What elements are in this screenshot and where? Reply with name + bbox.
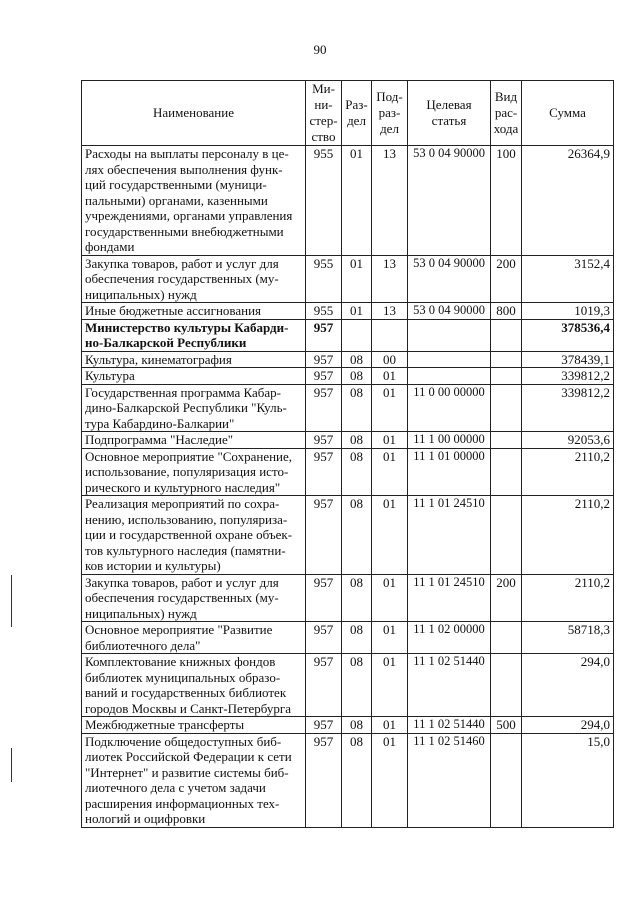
row-section: 08 bbox=[342, 654, 372, 717]
row-sum: 15,0 bbox=[522, 733, 614, 827]
row-name: Иные бюджетные ассигнования bbox=[82, 303, 306, 320]
row-target: 53 0 04 90000 bbox=[408, 255, 491, 303]
row-section: 08 bbox=[342, 733, 372, 827]
row-target: 11 1 00 00000 bbox=[408, 432, 491, 449]
row-subsection: 01 bbox=[372, 368, 408, 385]
row-section: 01 bbox=[342, 255, 372, 303]
row-sum: 3152,4 bbox=[522, 255, 614, 303]
row-subsection: 01 bbox=[372, 733, 408, 827]
header-ministry: Ми- ни- стер- ство bbox=[306, 81, 342, 146]
row-name: Культура, кинематография bbox=[82, 351, 306, 368]
row-expense-type bbox=[491, 448, 522, 496]
row-subsection: 01 bbox=[372, 654, 408, 717]
row-section: 08 bbox=[342, 496, 372, 575]
row-target: 11 0 00 00000 bbox=[408, 384, 491, 432]
row-expense-type: 800 bbox=[491, 303, 522, 320]
row-expense-type: 200 bbox=[491, 574, 522, 622]
row-target: 11 1 01 24510 bbox=[408, 574, 491, 622]
row-sum: 26364,9 bbox=[522, 146, 614, 256]
table-row bbox=[82, 654, 614, 717]
row-name: Министерство культуры Кабарди- но-Балкарской Республики bbox=[82, 319, 306, 351]
row-name: Государственная программа Кабар- дино-Балкарской Республики "Куль- тура Кабардино-Балкарии" bbox=[82, 384, 306, 432]
row-sum: 339812,2 bbox=[522, 368, 614, 385]
row-section: 01 bbox=[342, 146, 372, 256]
table-row bbox=[82, 368, 614, 385]
row-ministry: 957 bbox=[306, 574, 342, 622]
row-section: 08 bbox=[342, 574, 372, 622]
row-expense-type bbox=[491, 351, 522, 368]
row-subsection: 13 bbox=[372, 303, 408, 320]
row-section: 08 bbox=[342, 717, 372, 734]
row-expense-type bbox=[491, 319, 522, 351]
row-name: Закупка товаров, работ и услуг для обеспечения государственных (му- ниципальных) нужд bbox=[82, 255, 306, 303]
row-expense-type: 200 bbox=[491, 255, 522, 303]
table-row bbox=[82, 448, 614, 496]
header-sum: Сумма bbox=[522, 81, 614, 146]
row-subsection: 13 bbox=[372, 146, 408, 256]
row-expense-type: 500 bbox=[491, 717, 522, 734]
row-subsection: 01 bbox=[372, 622, 408, 654]
row-name: Основное мероприятие "Сохранение, использование, популяризация исто- рического и культурного наследия" bbox=[82, 448, 306, 496]
table-row bbox=[82, 146, 614, 256]
row-expense-type bbox=[491, 496, 522, 575]
row-ministry: 955 bbox=[306, 303, 342, 320]
row-name: Реализация мероприятий по сохра- нению, использованию, популяриза- ции и государственной охране объек- тов культурного наследия (памятни- ков истории и культуры) bbox=[82, 496, 306, 575]
row-expense-type bbox=[491, 654, 522, 717]
table-header-row bbox=[82, 81, 614, 146]
row-target: 53 0 04 90000 bbox=[408, 303, 491, 320]
row-ministry: 957 bbox=[306, 733, 342, 827]
row-ministry: 957 bbox=[306, 432, 342, 449]
table-row bbox=[82, 255, 614, 303]
row-expense-type bbox=[491, 384, 522, 432]
header-subsection: Под- раз- дел bbox=[372, 81, 408, 146]
header-target: Целевая статья bbox=[408, 81, 491, 146]
row-sum: 2110,2 bbox=[522, 574, 614, 622]
row-expense-type bbox=[491, 733, 522, 827]
row-sum: 58718,3 bbox=[522, 622, 614, 654]
header-name: Наименование bbox=[82, 81, 306, 146]
row-sum: 2110,2 bbox=[522, 496, 614, 575]
row-ministry: 957 bbox=[306, 622, 342, 654]
row-ministry: 957 bbox=[306, 448, 342, 496]
page-number: 90 bbox=[313, 42, 327, 57]
row-ministry: 955 bbox=[306, 255, 342, 303]
row-ministry: 957 bbox=[306, 384, 342, 432]
row-section bbox=[342, 319, 372, 351]
row-ministry: 957 bbox=[306, 717, 342, 734]
row-section: 08 bbox=[342, 351, 372, 368]
row-subsection: 01 bbox=[372, 574, 408, 622]
row-target: 11 1 01 00000 bbox=[408, 448, 491, 496]
row-section: 08 bbox=[342, 368, 372, 385]
row-ministry: 957 bbox=[306, 351, 342, 368]
row-target: 11 1 02 51440 bbox=[408, 717, 491, 734]
row-section: 08 bbox=[342, 448, 372, 496]
table-row bbox=[82, 351, 614, 368]
row-name: Межбюджетные трансферты bbox=[82, 717, 306, 734]
row-sum: 2110,2 bbox=[522, 448, 614, 496]
table-row bbox=[82, 384, 614, 432]
row-expense-type bbox=[491, 432, 522, 449]
margin-mark bbox=[11, 748, 12, 782]
row-sum: 294,0 bbox=[522, 717, 614, 734]
row-sum: 92053,6 bbox=[522, 432, 614, 449]
row-section: 01 bbox=[342, 303, 372, 320]
table-row bbox=[82, 622, 614, 654]
row-section: 08 bbox=[342, 384, 372, 432]
row-subsection: 01 bbox=[372, 496, 408, 575]
row-name: Подпрограмма "Наследие" bbox=[82, 432, 306, 449]
row-name: Расходы на выплаты персоналу в це- лях обеспечения выполнения функ- ций государственными (муници- пальными) органами, казенными учреждениями, органами управления государственными внебюджетными фондами bbox=[82, 146, 306, 256]
header-section: Раз- дел bbox=[342, 81, 372, 146]
row-name: Комплектование книжных фондов библиотек муниципальных образо- ваний и государственных библиотек городов Москвы и Санкт-Петербурга bbox=[82, 654, 306, 717]
row-subsection bbox=[372, 319, 408, 351]
row-section: 08 bbox=[342, 622, 372, 654]
row-target: 11 1 02 00000 bbox=[408, 622, 491, 654]
row-target: 53 0 04 90000 bbox=[408, 146, 491, 256]
row-subsection: 01 bbox=[372, 717, 408, 734]
margin-mark bbox=[11, 575, 12, 627]
row-subsection: 01 bbox=[372, 448, 408, 496]
row-name: Культура bbox=[82, 368, 306, 385]
row-subsection: 01 bbox=[372, 432, 408, 449]
row-ministry: 955 bbox=[306, 146, 342, 256]
row-target: 11 1 01 24510 bbox=[408, 496, 491, 575]
row-target bbox=[408, 368, 491, 385]
row-expense-type bbox=[491, 622, 522, 654]
row-ministry: 957 bbox=[306, 319, 342, 351]
row-sum: 294,0 bbox=[522, 654, 614, 717]
row-subsection: 01 bbox=[372, 384, 408, 432]
budget-table bbox=[81, 80, 614, 828]
row-ministry: 957 bbox=[306, 496, 342, 575]
row-section: 08 bbox=[342, 432, 372, 449]
row-target: 11 1 02 51440 bbox=[408, 654, 491, 717]
row-sum: 378439,1 bbox=[522, 351, 614, 368]
row-sum: 1019,3 bbox=[522, 303, 614, 320]
table-row bbox=[82, 432, 614, 449]
row-subsection: 13 bbox=[372, 255, 408, 303]
table-row bbox=[82, 496, 614, 575]
table-row bbox=[82, 733, 614, 827]
row-target: 11 1 02 51460 bbox=[408, 733, 491, 827]
row-sum: 378536,4 bbox=[522, 319, 614, 351]
row-target bbox=[408, 319, 491, 351]
table-row bbox=[82, 717, 614, 734]
table-row bbox=[82, 574, 614, 622]
row-name: Основное мероприятие "Развитие библиотечного дела" bbox=[82, 622, 306, 654]
row-target bbox=[408, 351, 491, 368]
table-row bbox=[82, 319, 614, 351]
row-expense-type bbox=[491, 368, 522, 385]
table-row bbox=[82, 303, 614, 320]
row-sum: 339812,2 bbox=[522, 384, 614, 432]
row-ministry: 957 bbox=[306, 368, 342, 385]
row-expense-type: 100 bbox=[491, 146, 522, 256]
row-name: Закупка товаров, работ и услуг для обеспечения государственных (му- ниципальных) нужд bbox=[82, 574, 306, 622]
header-expense-type: Вид рас- хода bbox=[491, 81, 522, 146]
row-name: Подключение общедоступных биб- лиотек Российской Федерации к сети "Интернет" и развитие системы биб- лиотечного дела с учетом задачи расширения информационных тех- нологий и оцифровки bbox=[82, 733, 306, 827]
row-ministry: 957 bbox=[306, 654, 342, 717]
row-subsection: 00 bbox=[372, 351, 408, 368]
